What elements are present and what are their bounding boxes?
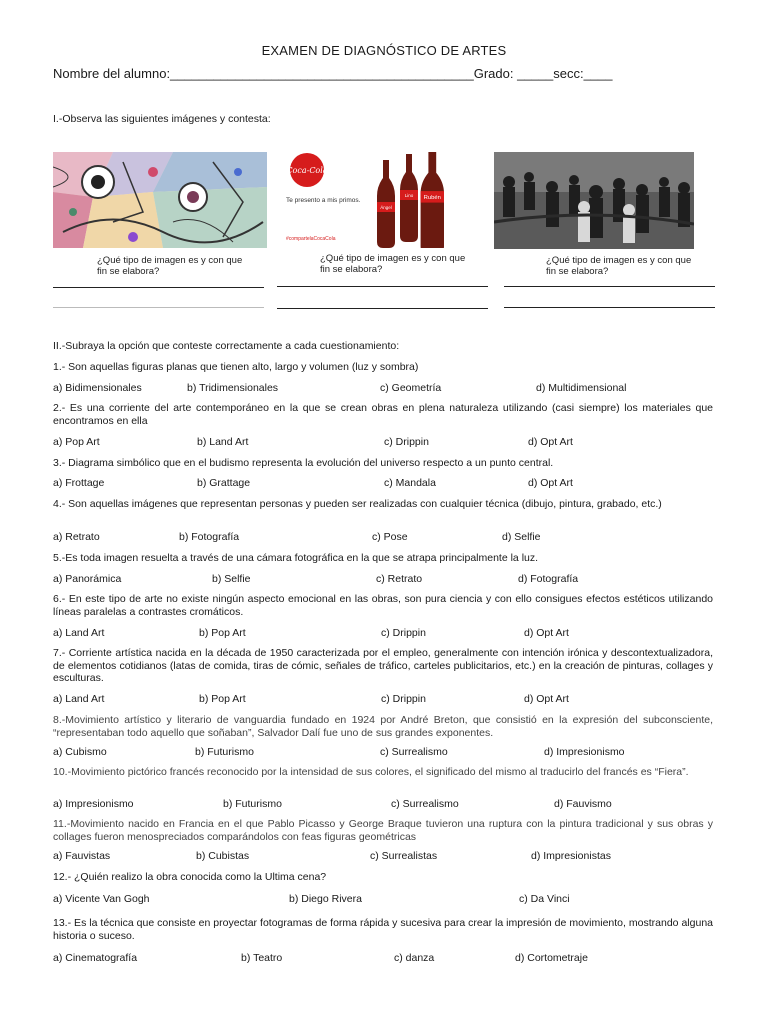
section-2-heading: II.-Subraya la opción que conteste correctamente a cada cuestionamiento:	[53, 340, 400, 352]
bottle-label-3: Rubén	[423, 195, 441, 202]
q10-option-c[interactable]: c) Surrealismo	[391, 798, 459, 810]
q7-option-a[interactable]: a) Land Art	[53, 693, 105, 705]
q8-option-c[interactable]: c) Surrealismo	[380, 746, 448, 758]
panel-1-question: ¿Qué tipo de imagen es y con que fin se elabora?	[97, 255, 243, 277]
q3-option-b[interactable]: b) Grattage	[197, 477, 251, 489]
q12-option-c[interactable]: c) Da Vinci	[519, 893, 570, 905]
q12-option-a[interactable]: a) Vicente Van Gogh	[53, 893, 150, 905]
q10-option-d[interactable]: d) Fauvismo	[554, 798, 612, 810]
q7-option-c[interactable]: c) Drippin	[381, 693, 426, 705]
image-panel-2	[280, 152, 490, 280]
q4-option-d[interactable]: d) Selfie	[502, 531, 541, 543]
q7-option-b[interactable]: b) Pop Art	[199, 693, 246, 705]
q13-option-b[interactable]: b) Teatro	[241, 952, 283, 964]
q11-option-b[interactable]: b) Cubistas	[196, 850, 250, 862]
answer-line-2a[interactable]	[277, 286, 488, 287]
exam-title: EXAMEN DE DIAGNÓSTICO DE ARTES	[261, 43, 507, 58]
q6-option-a[interactable]: a) Land Art	[53, 627, 105, 639]
q2-option-b[interactable]: b) Land Art	[197, 436, 249, 448]
q5-option-c[interactable]: c) Retrato	[376, 573, 423, 585]
q2-option-c[interactable]: c) Drippin	[384, 436, 429, 448]
q5-option-a[interactable]: a) Panorámica	[53, 573, 122, 585]
question-13: 13.- Es la técnica que consiste en proyectar fotogramas de forma rápida y sucesiva para crear la impresión de movimiento, mostrando alguna historia o suceso.	[53, 917, 713, 942]
q6-option-d[interactable]: d) Opt Art	[524, 627, 569, 639]
ad-tagline: Te presento a mis primos.	[286, 197, 361, 204]
coca-cola-ad-image	[280, 152, 490, 248]
student-name-grade-line[interactable]: Nombre del alumno:__________________________________________Grado: _____secc:____	[53, 66, 613, 81]
abstract-cubist-image	[53, 152, 267, 248]
q3-option-d[interactable]: d) Opt Art	[528, 477, 573, 489]
crowd-photo-image	[494, 152, 694, 249]
image-panel-3	[494, 152, 694, 280]
q8-option-d[interactable]: d) Impresionismo	[544, 746, 625, 758]
q4-option-b[interactable]: b) Fotografía	[179, 531, 240, 543]
answer-line-1b[interactable]	[53, 307, 264, 308]
q13-option-a[interactable]: a) Cinematografía	[53, 952, 138, 964]
bottle-label-1: Ángel	[380, 205, 392, 210]
q1-option-c[interactable]: c) Geometría	[380, 382, 442, 394]
q3-option-a[interactable]: a) Frottage	[53, 477, 105, 489]
panel-3-question: ¿Qué tipo de imagen es y con que fin se elabora?	[546, 255, 692, 277]
q1-option-d[interactable]: d) Multidimensional	[536, 382, 627, 394]
coca-cola-logo: Coca-Cola	[286, 166, 328, 175]
q12-option-b[interactable]: b) Diego Rivera	[289, 893, 362, 905]
q13-option-c[interactable]: c) danza	[394, 952, 435, 964]
q4-option-a[interactable]: a) Retrato	[53, 531, 100, 543]
image-panel-1	[53, 152, 267, 280]
q4-option-c[interactable]: c) Pose	[372, 531, 408, 543]
q3-option-c[interactable]: c) Mandala	[384, 477, 436, 489]
answer-line-3a[interactable]	[504, 286, 715, 287]
question-3: 3.- Diagrama simbólico que en el budismo representa la evolución del universo respecto a un punto central.	[53, 457, 554, 469]
q8-option-a[interactable]: a) Cubismo	[53, 746, 107, 758]
q10-option-b[interactable]: b) Futurismo	[223, 798, 282, 810]
q13-option-d[interactable]: d) Cortometraje	[515, 952, 588, 964]
section-1-heading: I.-Observa las siguientes imágenes y contesta:	[53, 113, 271, 125]
q6-option-b[interactable]: b) Pop Art	[199, 627, 246, 639]
bottle-label-2: Lino	[404, 193, 414, 198]
q7-option-d[interactable]: d) Opt Art	[524, 693, 569, 705]
question-8: 8.-Movimiento artístico y literario de vanguardia fundado en 1924 por André Breton, que consistió en la expresión del subconsciente, “representaban todo aquello que soñaban”, Salvador Dalí fue uno de sus grandes exponentes.	[53, 714, 713, 739]
q2-option-d[interactable]: d) Opt Art	[528, 436, 573, 448]
q5-option-d[interactable]: d) Fotografía	[518, 573, 579, 585]
q6-option-c[interactable]: c) Drippin	[381, 627, 426, 639]
q11-option-c[interactable]: c) Surrealistas	[370, 850, 438, 862]
question-2: 2.- Es una corriente del arte contemporáneo en la que se crean obras en plena naturaleza utilizando (casi siempre) los materiales que encontramos en ella	[53, 402, 713, 427]
question-5: 5.-Es toda imagen resuelta a través de una cámara fotográfica en la que se atrapa principalmente la luz.	[53, 552, 539, 564]
panel-2-question: ¿Qué tipo de imagen es y con que fin se elabora?	[320, 253, 466, 275]
q8-option-b[interactable]: b) Futurismo	[195, 746, 254, 758]
q11-option-a[interactable]: a) Fauvistas	[53, 850, 111, 862]
question-6: 6.- En este tipo de arte no existe ningún aspecto emocional en las obras, son pura ciencia y con ello consigues efectos estéticos utilizando líneas paralelas a contrastes cromáticos.	[53, 593, 713, 618]
question-7: 7.- Corriente artística nacida en la década de 1950 caracterizada por el empleo, generalmente con intención irónica y descontextualizadora, de elementos cotidianos (latas de comida, tiras de cómic, señales de tráfico, carteles publicitarios, etc.) en la creación de pinturas, collages y esculturas.	[53, 647, 713, 684]
q5-option-b[interactable]: b) Selfie	[212, 573, 251, 585]
q11-option-d[interactable]: d) Impresionistas	[531, 850, 611, 862]
q1-option-a[interactable]: a) Bidimensionales	[53, 382, 142, 394]
answer-line-3b[interactable]	[504, 307, 715, 308]
question-10: 10.-Movimiento pictórico francés reconocido por la intensidad de sus colores, el significado del mismo al traducirlo del francés es “Fiera”.	[53, 766, 689, 778]
question-12: 12.- ¿Quién realizo la obra conocida como la Ultima cena?	[53, 871, 327, 883]
q2-option-a[interactable]: a) Pop Art	[53, 436, 100, 448]
answer-line-2b[interactable]	[277, 308, 488, 309]
q10-option-a[interactable]: a) Impresionismo	[53, 798, 134, 810]
question-1: 1.- Son aquellas figuras planas que tienen alto, largo y volumen (luz y sombra)	[53, 361, 419, 373]
answer-line-1a[interactable]	[53, 287, 264, 288]
question-4: 4.- Son aquellas imágenes que representan personas y pueden ser realizadas con cualquier técnica (dibujo, pintura, grabado, etc.)	[53, 498, 662, 510]
q1-option-b[interactable]: b) Tridimensionales	[187, 382, 279, 394]
question-11: 11.-Movimiento nacido en Francia en el que Pablo Picasso y George Braque tuvieron una ruptura con la pintura tradicional y sus obras y collages fueron menospreciados comparándolos con feas figuras geométricas	[53, 818, 713, 843]
ad-hashtag: #compartelaCocaCola	[286, 236, 336, 242]
